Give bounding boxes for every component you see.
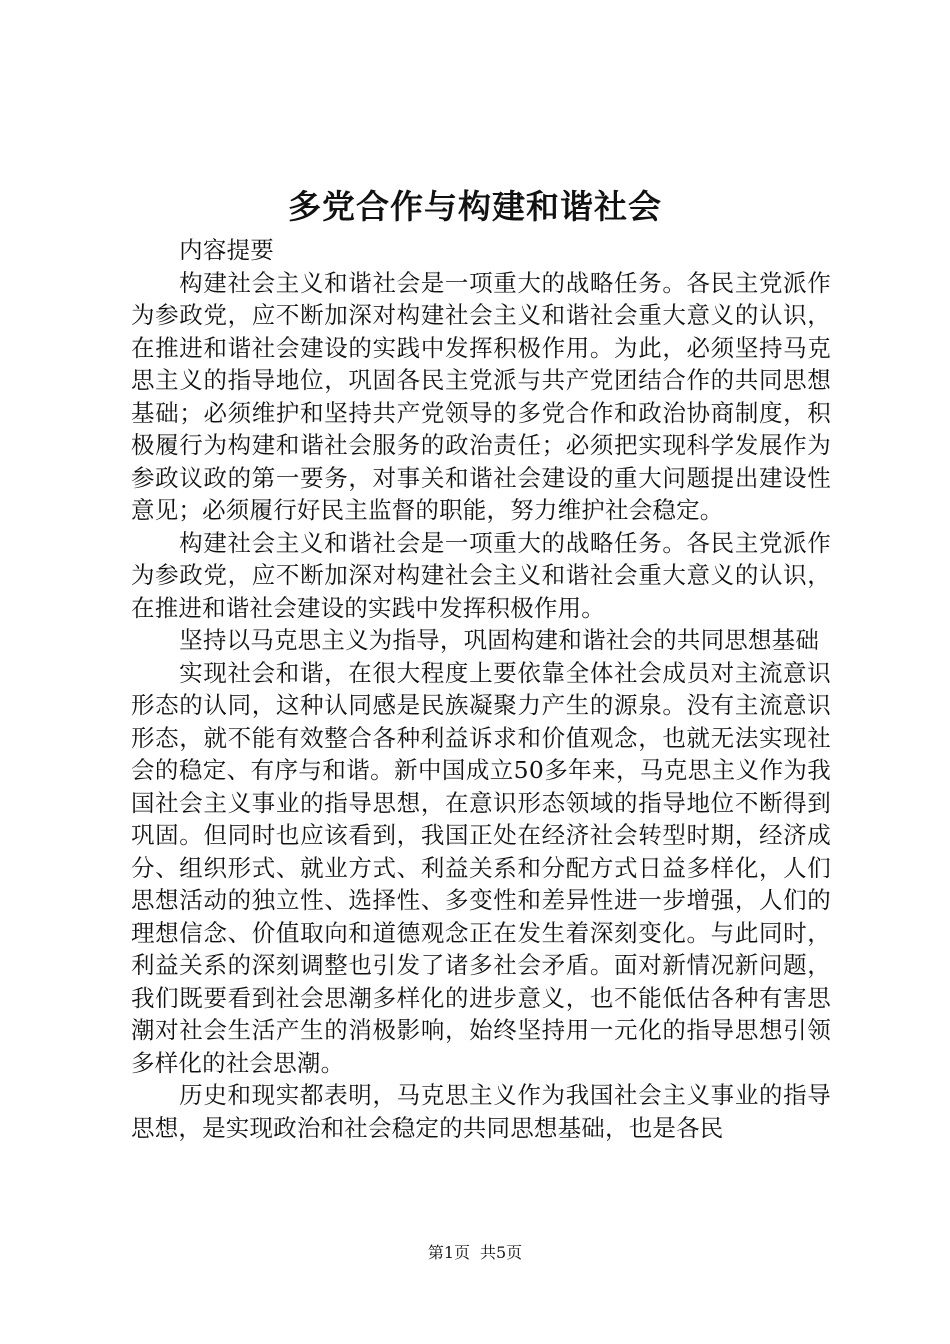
page-footer: [0, 1242, 950, 1264]
body-paragraph: 历史和现实都表明，马克思主义作为我国社会主义事业的指导思想，是实现政治和社会稳定的共同思想基础，也是各民: [131, 1081, 831, 1142]
summary-paragraph: 构建社会主义和谐社会是一项重大的战略任务。各民主党派作为参政党，应不断加深对构建社会主义和谐社会重大意义的认识，在推进和谐社会建设的实践中发挥积极作用。为此，必须坚持马克思主义的指导地位，巩固各民主党派与共产党团结合作的共同思想基础；必须维护和坚持共产党领导的多党合作和政治协商制度，积极履行为构建和谐社会服务的政治责任；必须把实现科学发展作为参政议政的第一要务，对事关和谐社会建设的重大问题提出建设性意见；必须履行好民主监督的职能，努力维护社会稳定。: [131, 268, 831, 524]
document-body: [131, 234, 831, 1144]
summary-heading: 内容提要: [179, 236, 274, 264]
page-number: 第1页: [427, 1243, 470, 1262]
document-title: 多党合作与构建和谐社会: [288, 187, 662, 226]
intro-paragraph: 构建社会主义和谐社会是一项重大的战略任务。各民主党派作为参政党，应不断加深对构建社会主义和谐社会重大意义的认识，在推进和谐社会建设的实践中发挥积极作用。: [131, 528, 831, 622]
body-paragraph: 实现社会和谐，在很大程度上要依靠全体社会成员对主流意识形态的认同，这种认同感是民族凝聚力产生的源泉。没有主流意识形态，就不能有效整合各种利益诉求和价值观念，也就无法实现社会的稳定、有序与和谐。新中国成立50多年来，马克思主义作为我国社会主义事业的指导思想，在意识形态领域的指导地位不断得到巩固。但同时也应该看到，我国正处在经济社会转型时期，经济成分、组织形式、就业方式、利益关系和分配方式日益多样化，人们思想活动的独立性、选择性、多变性和差异性进一步增强，人们的理想信念、价值取向和道德观念正在发生着深刻变化。与此同时，利益关系的深刻调整也引发了诸多社会矛盾。面对新情况新问题，我们既要看到社会思潮多样化的进步意义，也不能低估各种有害思潮对社会生活产生的消极影响，始终坚持用一元化的指导思想引领多样化的社会思潮。: [131, 658, 831, 1077]
section-heading: 坚持以马克思主义为指导，巩固构建和谐社会的共同思想基础: [179, 626, 820, 654]
page-total: 共5页: [480, 1243, 523, 1262]
